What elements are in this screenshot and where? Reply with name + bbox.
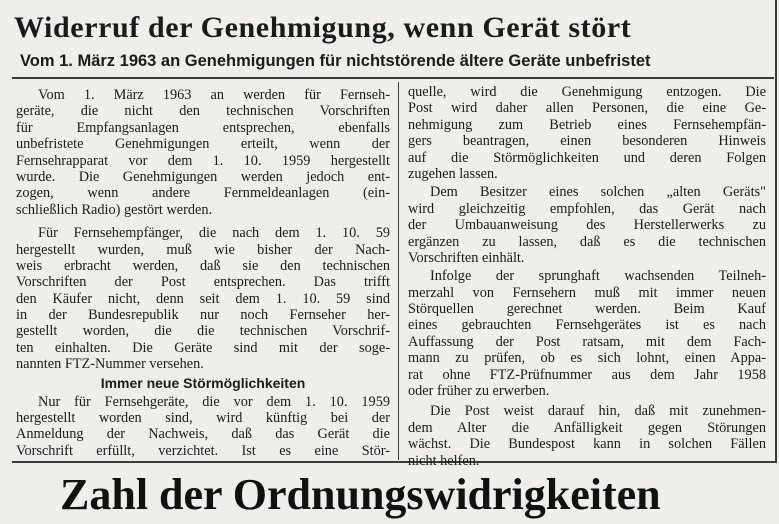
text-line: Auffassung der Post ratsam, mit dem Fach- <box>408 333 766 350</box>
text-line: ten einhalten. Die Geräte sind mit der soge- <box>16 339 390 356</box>
text-line: gers beantragen, einen besonderen Hinweis <box>408 133 766 150</box>
text-line: Vorschriften einhält. <box>408 249 525 266</box>
text-line: Dem Besitzer eines solchen „alten Geräts" <box>430 184 766 201</box>
text-line: rat ohne FTZ-Prüfnummer aus dem Jahr 1958 <box>408 366 766 383</box>
text-line: zogen, wenn andere Fernmeldeanlagen (ein- <box>16 185 390 202</box>
text-line: wird gleichzeitig empfohlen, das Gerät nach <box>408 200 766 217</box>
text-line: nehmigung zum Betrieb eines Fernsehempfän- <box>408 116 766 133</box>
text-line: nannten FTZ-Nummer versehen. <box>16 356 204 373</box>
text-line: wächst. Die Bundespost kann in solchen Fällen <box>408 436 766 453</box>
text-line: eines gebrauchten Fernsehgerätes ist es nach <box>408 317 766 334</box>
text-line: dem Alter die Anfälligkeit gegen Störungen <box>408 419 766 436</box>
text-line: Fernsehrapparat vor dem 1. 10. 1959 hergestellt <box>16 152 390 169</box>
header-rule <box>12 77 774 79</box>
text-column-right <box>408 84 766 469</box>
text-line: wurde. Die Genehmigungen werden jedoch ent- <box>16 168 390 185</box>
text-line: Für Fernsehempfänger, die nach dem 1. 10. 59 <box>38 225 390 242</box>
text-line: Nur für Fernsehgeräte, die vor dem 1. 10. 1959 <box>38 393 390 410</box>
text-line: Infolge der sprunghaft wachsenden Teilneh- <box>430 268 766 285</box>
text-line: geräte, die nicht den technischen Vorschriften <box>16 103 390 120</box>
text-line: hergestellt worden sind, wird künftig bei der <box>16 410 390 427</box>
text-line: merzahl von Fernsehern muß mit immer neuen <box>408 284 766 301</box>
text-line: oder früher zu erwerben. <box>408 383 550 400</box>
next-article-headline-fragment: Zahl der Ordnungswidrigkeiten <box>60 470 661 519</box>
article-headline: Widerruf der Genehmigung, wenn Gerät stört <box>14 11 632 44</box>
paragraph <box>16 87 390 218</box>
text-line: Anmeldung der Nachweis, daß das Gerät die <box>16 426 390 443</box>
text-line: quelle, wird die Genehmigung entzogen. Die <box>408 84 766 100</box>
text-line: unbefristete Genehmigungen erteilt, wenn der <box>16 136 390 153</box>
paragraph <box>408 268 766 399</box>
column-divider <box>398 82 399 460</box>
text-line: Post wird daher allen Personen, die eine Ge- <box>408 100 766 117</box>
text-line: zugehen lassen. <box>408 165 498 182</box>
text-line: Vorschriften der Post entsprechen. Das trifft <box>16 274 390 291</box>
text-line: auf die Störmöglichkeiten und deren Folgen <box>408 149 766 166</box>
text-line: schließlich Radio) gestört werden. <box>16 201 213 218</box>
text-line: nicht helfen. <box>408 452 480 469</box>
text-line: hergestellt wurden, muß wie bisher der Nach- <box>16 241 390 258</box>
right-border-rule <box>775 0 777 462</box>
text-line: Vom 1. März 1963 an werden für Fernseh- <box>38 87 390 103</box>
text-line: gestellt worden, die die technischen Vorschrif- <box>16 323 390 340</box>
text-line: in der Bundesrepublik nur noch Fernseher her- <box>16 307 390 324</box>
paragraph <box>408 403 766 469</box>
paragraph <box>16 225 390 373</box>
text-line: Die Post weist darauf hin, daß mit zunehmen- <box>430 403 766 420</box>
article-subheadline: Vom 1. März 1963 an Genehmigungen für nichtstörende ältere Geräte unbefristet <box>20 52 651 70</box>
paragraph <box>408 184 766 266</box>
text-line: Störquellen gerechnet werden. Beim Kauf <box>408 301 766 318</box>
text-column-left <box>16 87 390 459</box>
text-line: der Umbauanweisung des Herstellerwerks zu <box>408 217 766 234</box>
text-line: für Empfangsanlagen entsprechen, ebenfalls <box>16 119 390 136</box>
paragraph <box>16 394 390 460</box>
text-line: weis erbracht werden, daß sie den technischen <box>16 257 390 274</box>
section-subheading: Immer neue Störmöglichkeiten <box>100 374 306 391</box>
text-line: Vorschrift erfüllt, verzichtet. Ist es eine Stör- <box>16 442 390 459</box>
text-line: mann zu prüfen, ob es sich lohnt, einen Appa- <box>408 350 766 367</box>
text-line: ergänzen zu lassen, daß es die technischen <box>408 233 766 250</box>
text-line: den Käufer nicht, denn seit dem 1. 10. 59 sind <box>16 290 390 307</box>
paragraph <box>408 84 766 182</box>
